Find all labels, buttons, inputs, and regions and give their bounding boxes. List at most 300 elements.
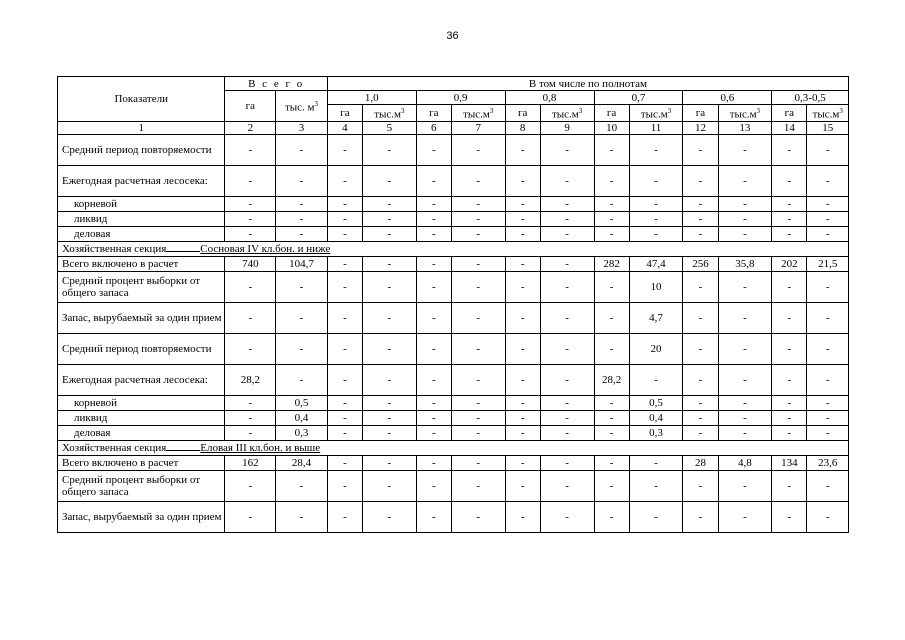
table-cell: - [362,165,416,196]
header-total-ha: га [225,91,276,122]
row-label: деловая [58,425,225,440]
table-cell: - [505,470,540,501]
table-cell: 23,6 [807,455,849,470]
table-cell: - [772,470,807,501]
table-cell: - [225,271,276,302]
column-number: 11 [629,121,683,134]
table-cell: - [629,211,683,226]
table-cell: - [540,395,594,410]
column-number: 13 [718,121,772,134]
table-row [58,302,849,333]
table-cell: - [225,501,276,532]
table-cell: - [594,271,629,302]
table-cell: - [683,226,718,241]
table-cell: - [505,455,540,470]
table-cell: - [276,196,328,211]
table-row [58,455,849,470]
table-cell: - [594,211,629,226]
table-cell: - [276,271,328,302]
table-cell: - [225,211,276,226]
header-unit-volume: $тыс.м^3$ [362,105,416,122]
column-number: 1 [58,121,225,134]
table-cell: - [807,364,849,395]
table-cell: - [718,470,772,501]
table-cell: 202 [772,256,807,271]
table-cell: - [540,425,594,440]
table-cell: - [807,211,849,226]
table-cell: - [683,410,718,425]
column-number: 8 [505,121,540,134]
table-cell: - [718,196,772,211]
table-cell: - [451,226,505,241]
table-cell: 134 [772,455,807,470]
row-label: корневой [58,196,225,211]
table-cell: - [718,271,772,302]
table-cell: 20 [629,333,683,364]
table-cell: - [225,196,276,211]
table-row [58,226,849,241]
table-cell: - [362,455,416,470]
table-cell: - [276,302,328,333]
table-cell: - [276,226,328,241]
table-cell: 4,8 [718,455,772,470]
row-label: Средний процент выборки от общего запаса [58,470,225,501]
header-unit-volume: $тыс.м^3$ [540,105,594,122]
table-cell: - [225,395,276,410]
table-row [58,501,849,532]
row-label: ликвид [58,211,225,226]
table-cell: - [807,333,849,364]
table-cell: - [807,470,849,501]
table-cell: 282 [594,256,629,271]
table-cell: - [416,302,451,333]
table-cell: - [683,333,718,364]
table-cell: - [327,134,362,165]
table-cell: - [327,470,362,501]
table-cell: - [327,226,362,241]
table-row [58,364,849,395]
table-row [58,165,849,196]
table-cell: - [225,165,276,196]
header-by-density: В том числе по полнотам [327,77,848,91]
table-cell: - [594,196,629,211]
table-cell: - [505,395,540,410]
table-cell: - [505,302,540,333]
table-cell: - [540,470,594,501]
table-cell: - [594,470,629,501]
table-cell: - [451,211,505,226]
table-cell: - [416,211,451,226]
table-cell: - [416,226,451,241]
section-header-row [58,241,849,256]
table-row [58,425,849,440]
table-cell: - [594,410,629,425]
table-cell: - [772,425,807,440]
table-row [58,256,849,271]
column-number: 7 [451,121,505,134]
table-cell: - [505,134,540,165]
table-cell: - [505,226,540,241]
header-density-0: 1,0 [327,91,416,105]
row-label: Всего включено в расчет [58,455,225,470]
table-cell: - [540,364,594,395]
table-cell: - [327,165,362,196]
table-cell: - [362,470,416,501]
row-label: корневой [58,395,225,410]
table-cell: - [772,395,807,410]
table-cell: 10 [629,271,683,302]
table-cell: 28,2 [594,364,629,395]
column-number: 14 [772,121,807,134]
header-density-2: 0,8 [505,91,594,105]
table-cell: 35,8 [718,256,772,271]
table-cell: 0,4 [629,410,683,425]
table-cell: - [718,134,772,165]
table-cell: - [276,470,328,501]
table-cell: - [416,134,451,165]
table-cell: - [505,196,540,211]
column-number: 2 [225,121,276,134]
table-cell: 162 [225,455,276,470]
table-cell: - [718,302,772,333]
row-label: ликвид [58,410,225,425]
header-density-1: 0,9 [416,91,505,105]
table-cell: 0,3 [629,425,683,440]
table-cell: - [807,226,849,241]
table-cell: - [807,395,849,410]
table-cell: 47,4 [629,256,683,271]
table-cell: 0,5 [276,395,328,410]
table-cell: - [629,165,683,196]
table-cell: - [362,196,416,211]
table-cell: 4,7 [629,302,683,333]
table-cell: 0,4 [276,410,328,425]
table-cell: 28,4 [276,455,328,470]
table-cell: - [683,302,718,333]
table-cell: - [505,211,540,226]
forest-calculation-table [57,76,849,533]
table-cell: - [594,165,629,196]
table-cell: - [772,211,807,226]
table-cell: - [718,333,772,364]
table-cell: - [594,226,629,241]
table-cell: - [505,333,540,364]
table-cell: - [362,364,416,395]
table-cell: - [540,455,594,470]
table-cell: - [683,165,718,196]
table-row [58,196,849,211]
header-unit-ha: га [772,105,807,122]
table-cell: - [276,134,328,165]
table-cell: - [327,455,362,470]
table-cell: - [807,165,849,196]
row-label: Запас, вырубаемый за один прием [58,302,225,333]
table-cell: 740 [225,256,276,271]
table-cell: - [505,364,540,395]
table-cell: 28 [683,455,718,470]
table-cell: - [416,455,451,470]
table-cell: - [362,410,416,425]
row-label: Запас, вырубаемый за один прием [58,501,225,532]
table-cell: - [594,425,629,440]
table-cell: - [451,501,505,532]
table-cell: - [683,196,718,211]
table-cell: - [451,455,505,470]
table-cell: - [772,134,807,165]
table-cell: - [540,333,594,364]
column-number: 10 [594,121,629,134]
table-cell: - [540,211,594,226]
table-cell: - [416,256,451,271]
table-cell: - [540,302,594,333]
table-cell: - [327,501,362,532]
table-cell: - [362,211,416,226]
table-cell: - [683,134,718,165]
section-header-row [58,440,849,455]
table-cell: - [594,333,629,364]
section-title: Хозяйственная секция Еловая III кл.бон. и выше [58,440,849,455]
table-cell: - [629,470,683,501]
table-cell: - [416,501,451,532]
table-row [58,333,849,364]
table-cell: - [683,211,718,226]
page-number: 36 [446,30,459,42]
table-cell: - [540,134,594,165]
table-cell: - [362,226,416,241]
header-unit-ha: га [683,105,718,122]
table-cell: - [416,425,451,440]
table-cell: - [540,271,594,302]
table-cell: - [327,364,362,395]
table-cell: - [451,165,505,196]
header-unit-volume: $тыс.м^3$ [451,105,505,122]
table-cell: - [540,196,594,211]
table-cell: - [327,395,362,410]
table-cell: - [629,226,683,241]
table-cell: - [451,196,505,211]
header-density-3: 0,7 [594,91,683,105]
table-cell: - [540,165,594,196]
table-cell: - [416,470,451,501]
table-cell: - [718,501,772,532]
column-number: 6 [416,121,451,134]
table-cell: - [683,395,718,410]
table-cell: - [718,364,772,395]
table-cell: - [772,364,807,395]
table-cell: - [276,211,328,226]
table-cell: - [416,333,451,364]
table-cell: 256 [683,256,718,271]
header-total-volume: тыс. $м^3$ [276,91,328,122]
row-label: деловая [58,226,225,241]
table-cell: - [594,134,629,165]
table-cell: 28,2 [225,364,276,395]
table-cell: 21,5 [807,256,849,271]
table-cell: 0,3 [276,425,328,440]
row-label: Средний период повторяемости [58,134,225,165]
table-cell: - [451,271,505,302]
table-cell: - [225,425,276,440]
table-cell: - [327,211,362,226]
column-number: 4 [327,121,362,134]
table-cell: - [451,364,505,395]
table-cell: - [327,302,362,333]
table-cell: - [451,410,505,425]
table-cell: - [772,196,807,211]
table-cell: - [276,501,328,532]
table-cell: - [683,425,718,440]
table-cell: - [327,196,362,211]
table-cell: - [416,410,451,425]
table-cell: - [451,425,505,440]
table-cell: - [225,333,276,364]
table-cell: - [362,271,416,302]
table-cell: - [416,271,451,302]
table-cell: - [276,165,328,196]
table-row [58,410,849,425]
table-cell: - [416,364,451,395]
column-number: 9 [540,121,594,134]
table-cell: - [772,501,807,532]
table-cell: - [540,410,594,425]
header-unit-ha: га [416,105,451,122]
table-cell: - [362,302,416,333]
table-cell: - [807,501,849,532]
table-cell: - [276,333,328,364]
table-cell: - [629,501,683,532]
table-cell: - [416,165,451,196]
table-cell: - [629,196,683,211]
table-cell: - [505,410,540,425]
table-cell: - [362,134,416,165]
table-cell: 0,5 [629,395,683,410]
row-label: Средний процент выборки от общего запаса [58,271,225,302]
table-cell: - [416,196,451,211]
table-cell: - [327,271,362,302]
column-number: 5 [362,121,416,134]
table-cell: - [772,271,807,302]
section-title: Хозяйственная секция Сосновая IV кл.бон. и ниже [58,241,849,256]
table-cell: - [225,134,276,165]
header-indicators: Показатели [58,77,225,122]
row-label: Всего включено в расчет [58,256,225,271]
table-row [58,470,849,501]
row-label: Ежегодная расчетная лесосека: [58,364,225,395]
table-cell: - [594,302,629,333]
table-cell: - [362,501,416,532]
table-cell: - [772,410,807,425]
table-cell: - [718,410,772,425]
table-cell: - [772,302,807,333]
header-unit-ha: га [505,105,540,122]
table-cell: - [451,470,505,501]
table-cell: - [683,501,718,532]
row-label: Средний период повторяемости [58,333,225,364]
table-cell: - [683,470,718,501]
table-cell: - [718,211,772,226]
table-cell: - [276,364,328,395]
table-cell: - [772,226,807,241]
column-number: 15 [807,121,849,134]
table-cell: - [807,302,849,333]
table-cell: - [629,455,683,470]
column-number: 3 [276,121,328,134]
header-total: В с е г о [225,77,327,91]
table-cell: - [718,226,772,241]
table-cell: - [362,256,416,271]
table-cell: - [540,256,594,271]
table-row [58,211,849,226]
header-unit-volume: $тыс.м^3$ [807,105,849,122]
table-cell: - [327,256,362,271]
table-cell: - [540,226,594,241]
table-cell: - [772,333,807,364]
table-row [58,134,849,165]
table-cell: - [683,364,718,395]
table-cell: - [718,425,772,440]
table-cell: - [807,134,849,165]
table-cell: - [451,302,505,333]
table-cell: - [451,395,505,410]
table-cell: - [225,470,276,501]
table-cell: - [807,271,849,302]
table-cell: - [540,501,594,532]
table-cell: - [225,410,276,425]
table-cell: - [362,395,416,410]
header-unit-volume: $тыс.м^3$ [718,105,772,122]
table-cell: - [327,333,362,364]
table-row [58,395,849,410]
header-density-5: 0,3-0,5 [772,91,849,105]
table-cell: - [505,501,540,532]
table-row [58,271,849,302]
table-cell: - [362,425,416,440]
table-cell: - [629,134,683,165]
header-unit-ha: га [327,105,362,122]
table-cell: - [718,165,772,196]
table-cell: - [451,333,505,364]
table-cell: - [594,455,629,470]
table-cell: - [505,256,540,271]
table-cell: - [683,271,718,302]
table-cell: 104,7 [276,256,328,271]
column-number: 12 [683,121,718,134]
table-cell: - [451,134,505,165]
table-cell: - [225,226,276,241]
header-density-4: 0,6 [683,91,772,105]
table-cell: - [327,425,362,440]
table-cell: - [629,364,683,395]
table-cell: - [505,425,540,440]
table-cell: - [225,302,276,333]
table-cell: - [807,425,849,440]
table-cell: - [772,165,807,196]
table-cell: - [594,501,629,532]
table-cell: - [807,410,849,425]
header-unit-ha: га [594,105,629,122]
table-cell: - [718,395,772,410]
table-cell: - [327,410,362,425]
table-cell: - [451,256,505,271]
row-label: Ежегодная расчетная лесосека: [58,165,225,196]
table-cell: - [505,271,540,302]
table-cell: - [362,333,416,364]
table-cell: - [807,196,849,211]
table-cell: - [505,165,540,196]
table-cell: - [416,395,451,410]
header-unit-volume: $тыс.м^3$ [629,105,683,122]
table-cell: - [594,395,629,410]
